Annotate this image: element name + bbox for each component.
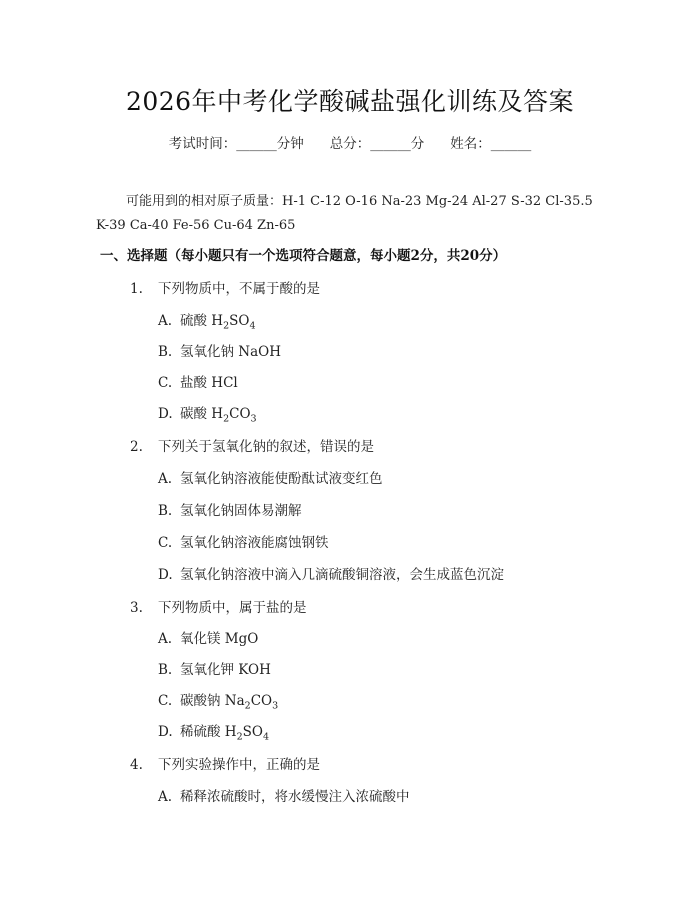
option-text: 氢氧化钾 KOH [180, 662, 271, 678]
option-text-formula: SO [242, 724, 263, 740]
section-heading: 一、选择题（每小题只有一个选项符合题意，每小题2分，共20分） [100, 248, 507, 264]
option-text: 硫酸 H [180, 313, 224, 329]
question-4 [130, 753, 320, 773]
subscript: 4 [249, 320, 256, 332]
option-text: 稀硫酸 H [180, 724, 237, 740]
option-1c [158, 371, 238, 391]
student-name-field: 姓名：______ [450, 136, 532, 152]
question-number: 4. [130, 757, 143, 773]
option-3d [158, 720, 269, 743]
option-text-formula: CO [250, 693, 273, 709]
subscript: 2 [223, 413, 230, 425]
option-letter: D. [158, 406, 173, 422]
atomic-mass-note [96, 190, 600, 238]
option-2d [158, 563, 504, 583]
subscript: 4 [262, 731, 269, 743]
option-text-formula: CO [229, 406, 251, 422]
atomic-mass-line-1: 可能用到的相对原子质量：H-1 C-12 O-16 Na-23 Mg-24 Al-27 S-32 Cl-35.5 [126, 194, 593, 209]
option-text-formula: SO [229, 313, 250, 329]
option-letter: A. [158, 631, 173, 647]
option-letter: C. [158, 693, 173, 709]
option-text: 盐酸 HCl [180, 375, 238, 391]
option-letter: C. [158, 535, 173, 551]
option-text: 氧化镁 MgO [180, 631, 259, 647]
subscript: 2 [244, 700, 251, 712]
option-letter: A. [158, 471, 173, 487]
question-number: 2. [130, 439, 143, 455]
option-text: 氢氧化钠溶液能使酚酞试液变红色 [180, 471, 383, 487]
option-3b [158, 658, 271, 678]
option-text: 氢氧化钠 NaOH [180, 344, 281, 360]
option-3c [158, 689, 278, 712]
subscript: 2 [223, 320, 230, 332]
option-4a [158, 785, 410, 805]
option-2c [158, 531, 329, 551]
option-2a [158, 467, 383, 487]
option-letter: A. [158, 789, 173, 805]
total-score-field: 总分：______分 [329, 136, 425, 152]
question-stem: 下列物质中，属于盐的是 [158, 600, 307, 616]
exam-time-field: 考试时间：______分钟 [168, 136, 304, 152]
page-title: 2026年中考化学酸碱盐强化训练及答案 [125, 87, 575, 116]
option-letter: B. [158, 503, 173, 519]
subscript: 3 [272, 700, 279, 712]
option-text: 稀释浓硫酸时，将水缓慢注入浓硫酸中 [180, 789, 410, 805]
option-3a [158, 627, 258, 647]
option-text: 氢氧化钠固体易潮解 [180, 503, 302, 519]
atomic-mass-line-2: K-39 Ca-40 Fe-56 Cu-64 Zn-65 [96, 218, 296, 233]
question-number: 1. [130, 281, 143, 297]
question-stem: 下列关于氢氧化钠的叙述，错误的是 [158, 439, 374, 455]
option-letter: C. [158, 375, 173, 391]
option-text: 碳酸 H [180, 406, 224, 422]
option-1b [158, 340, 281, 360]
question-stem: 下列物质中，不属于酸的是 [158, 281, 320, 297]
question-number: 3. [130, 600, 143, 616]
option-text: 碳酸钠 Na [180, 693, 245, 709]
exam-info-line [0, 132, 700, 152]
option-1a [158, 309, 256, 332]
option-letter: B. [158, 662, 173, 678]
option-letter: D. [158, 567, 173, 583]
option-letter: A. [158, 313, 173, 329]
subscript: 2 [236, 731, 243, 743]
option-text: 氢氧化钠溶液中滴入几滴硫酸铜溶液，会生成蓝色沉淀 [180, 567, 504, 583]
option-letter: B. [158, 344, 173, 360]
option-1d [158, 402, 257, 425]
option-letter: D. [158, 724, 173, 740]
question-1 [130, 277, 320, 297]
subscript: 3 [250, 413, 257, 425]
question-2 [130, 435, 374, 455]
option-text: 氢氧化钠溶液能腐蚀钢铁 [180, 535, 329, 551]
question-3 [130, 596, 307, 616]
option-2b [158, 499, 302, 519]
question-stem: 下列实验操作中，正确的是 [158, 757, 320, 773]
